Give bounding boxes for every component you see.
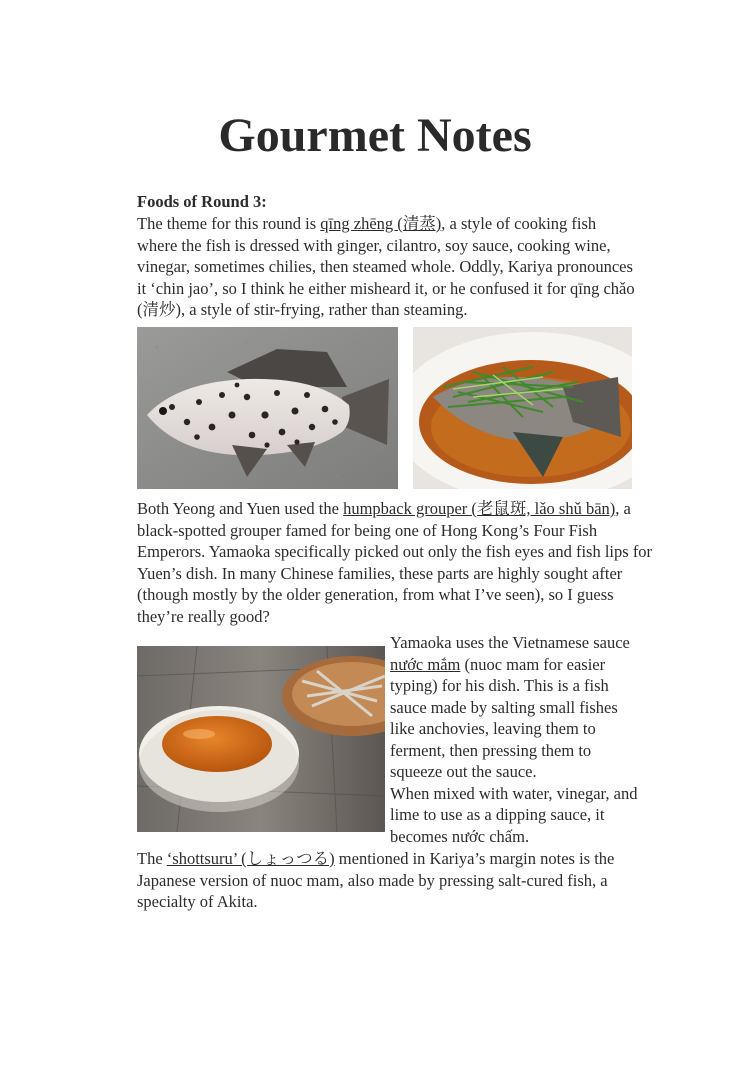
qing-zheng-link[interactable]: qīng zhēng (清蒸) <box>320 214 442 233</box>
spotted-grouper-photo <box>137 327 398 489</box>
shottsuru-text-end: mentioned in Kariya’s margin notes is the Japanese version of nuoc mam, also made by pressing salt-cured fish, a specialty of Akita. <box>137 849 615 911</box>
intro-text-start: The theme for this round is <box>137 214 321 233</box>
grouper-paragraph <box>137 498 657 627</box>
fish-sauce-description <box>390 632 640 783</box>
fish-sauce-paragraph <box>390 632 640 847</box>
shottsuru-text-start: The <box>137 849 167 868</box>
sauce-text-start: Yamaoka uses the Vietnamese sauce <box>390 633 630 652</box>
grouper-text-start: Both Yeong and Yuen used the <box>137 499 344 518</box>
nuoc-cham-description: When mixed with water, vinegar, and lime to use as a dipping sauce, it becomes nước chấm. <box>390 783 638 846</box>
steamed-fish-dish-photo <box>413 327 632 489</box>
intro-paragraph <box>137 213 637 321</box>
grouper-text-end: , a black-spotted grouper famed for being one of Hong Kong’s Four Fish Emperors. Yamaoka specifically picked out only the fish eyes and fish lips for Yuen’s dish. In many Chinese families, these parts are highly sought after (though mostly by the older generation, from what I’ve seen), so I guess they’re really good? <box>137 499 653 626</box>
fish-sauce-bowl-photo <box>137 646 385 832</box>
shottsuru-link[interactable]: ‘shottsuru’ (しょっつる) <box>166 849 335 868</box>
humpback-grouper-link[interactable]: humpback grouper (老鼠斑, lǎo shǔ bān) <box>343 499 616 518</box>
nuoc-mam-link[interactable]: nước mắm <box>390 654 461 674</box>
section-heading: Foods of Round 3: <box>137 192 267 211</box>
sauce-text-end: (nuoc mam for easier typing) for his dish. This is a fish sauce made by salting small fishes like anchovies, leaving them to ferment, then pressing them to squeeze out the sauce. <box>390 654 618 781</box>
page-title: Gourmet Notes <box>218 109 532 162</box>
shottsuru-paragraph <box>137 848 637 913</box>
intro-text-end: , a style of cooking fish where the fish is dressed with ginger, cilantro, soy sauce, cooking wine, vinegar, sometimes chilies, then steamed whole. Oddly, Kariya pronounces it ‘chin jao’, so I think he either misheard it, or he confused it for qīng chǎo (清炒), a style of stir-frying, rather than steaming. <box>137 214 635 319</box>
